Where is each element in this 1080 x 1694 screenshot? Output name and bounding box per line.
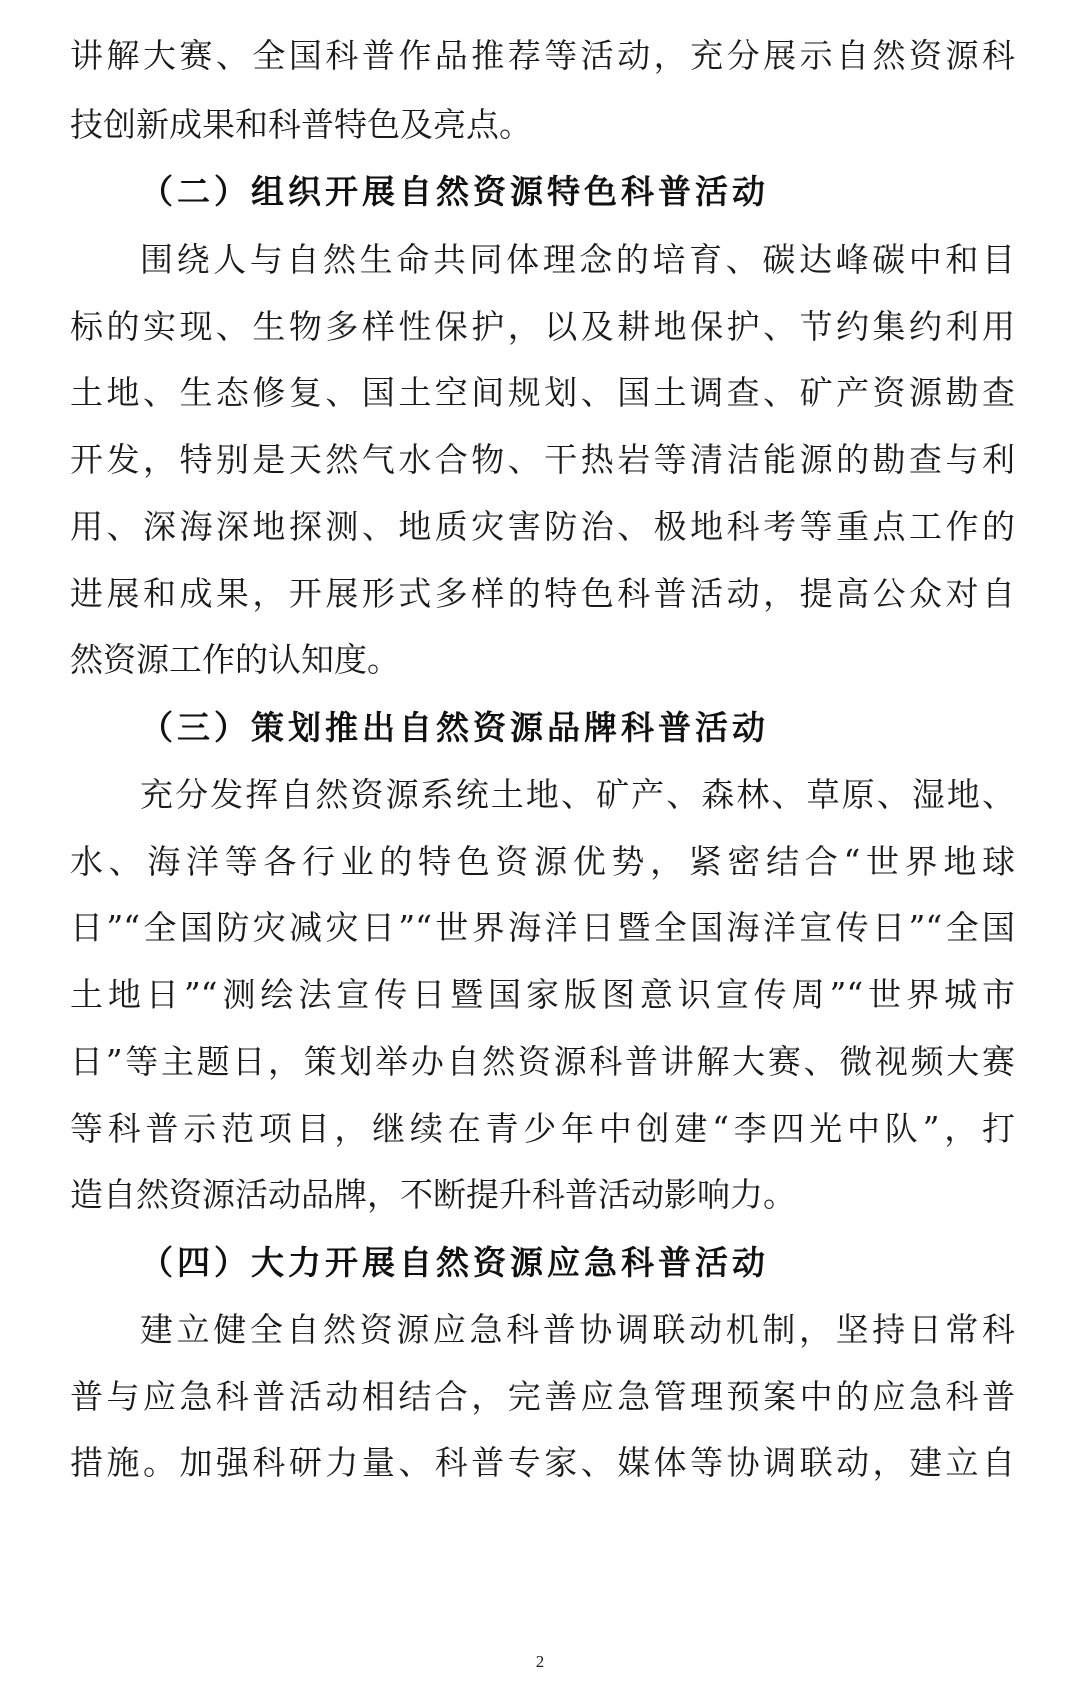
paragraph-line: 标的实现、生物多样性保护，以及耕地保护、节约集约利用 [70,307,1015,346]
section-heading-3: （三）策划推出自然资源品牌科普活动 [140,708,769,747]
paragraph-line: 充分发挥自然资源系统土地、矿产、森林、草原、湿地、 [140,775,1015,814]
paragraph-line: 然资源工作的认知度。 [70,640,400,679]
paragraph-line: 水、海洋等各行业的特色资源优势，紧密结合“世界地球 [70,842,1015,881]
paragraph-line: 围绕人与自然生命共同体理念的培育、碳达峰碳中和目 [140,240,1015,279]
paragraph-line: 措施。加强科研力量、科普专家、媒体等协调联动，建立自 [70,1443,1015,1482]
paragraph-line: 土地日”“测绘法宣传日暨国家版图意识宣传周”“世界城市 [70,975,1015,1014]
paragraph-line: 建立健全自然资源应急科普协调联动机制，坚持日常科 [140,1310,1015,1349]
paragraph-line: 造自然资源活动品牌，不断提升科普活动影响力。 [70,1175,796,1214]
paragraph-line: 讲解大赛、全国科普作品推荐等活动，充分展示自然资源科 [70,36,1015,75]
paragraph-line: 技创新成果和科普特色及亮点。 [70,105,532,144]
page-number: 2 [535,1652,545,1671]
paragraph-line: 日”“全国防灾减灾日”“世界海洋日暨全国海洋宣传日”“全国 [70,908,1015,947]
paragraph-line: 用、深海深地探测、地质灾害防治、极地科考等重点工作的 [70,507,1015,546]
section-heading-4: （四）大力开展自然资源应急科普活动 [140,1243,769,1282]
paragraph-line: 开发，特别是天然气水合物、干热岩等清洁能源的勘查与利 [70,440,1015,479]
paragraph-line: 进展和成果，开展形式多样的特色科普活动，提高公众对自 [70,574,1015,613]
paragraph-line: 土地、生态修复、国土空间规划、国土调查、矿产资源勘查 [70,373,1015,412]
paragraph-line: 日”等主题日，策划举办自然资源科普讲解大赛、微视频大赛 [70,1042,1015,1081]
paragraph-line: 普与应急科普活动相结合，完善应急管理预案中的应急科普 [70,1377,1015,1416]
paragraph-line: 等科普示范项目，继续在青少年中创建“李四光中队”，打 [70,1109,1015,1148]
section-heading-2: （二）组织开展自然资源特色科普活动 [140,172,769,211]
